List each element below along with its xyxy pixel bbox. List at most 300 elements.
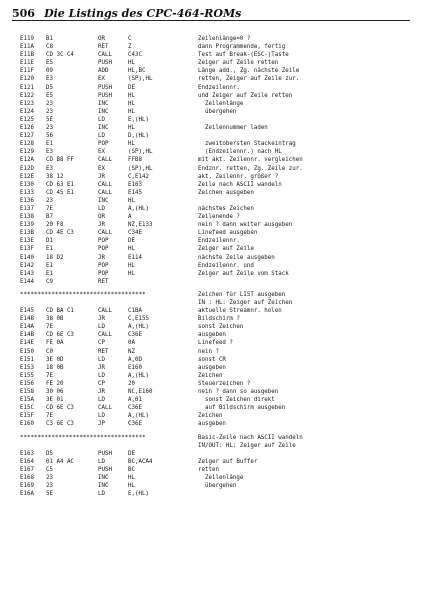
page-title: Die Listings des CPC-464-ROMs xyxy=(44,7,242,20)
comment: nein ? xyxy=(198,348,219,355)
listing-line xyxy=(20,459,412,467)
operand: 0A xyxy=(128,340,135,347)
section-title: Zeichen für LIST ausgeben xyxy=(198,291,286,298)
opcode-bytes: 56 xyxy=(46,133,53,140)
opcode-bytes: E5 xyxy=(46,92,53,99)
address: E156 xyxy=(20,380,34,387)
opcode-bytes: 7E xyxy=(46,324,53,331)
opcode-bytes: D5 xyxy=(46,84,53,91)
comment: Endzeilennr. und xyxy=(198,262,254,269)
section-io-note: IN : HL: Zeiger auf Zeichen xyxy=(198,300,293,306)
comment: mit akt. Zeilennr. vergleichen xyxy=(198,157,303,164)
opcode-bytes: 5E xyxy=(46,116,53,123)
mnemonic: JR xyxy=(98,364,105,371)
listing-line xyxy=(20,182,412,190)
address: E14E xyxy=(20,340,34,347)
address: E121 xyxy=(20,84,34,91)
mnemonic: CP xyxy=(98,340,105,347)
opcode-bytes: 23 xyxy=(46,100,53,107)
address: E153 xyxy=(20,364,34,371)
listing-line xyxy=(20,263,412,271)
address: E136 xyxy=(20,197,34,204)
listing-line xyxy=(20,316,412,324)
mnemonic: CALL xyxy=(98,52,112,59)
mnemonic: LD xyxy=(98,397,105,404)
opcode-bytes: C8 xyxy=(46,44,53,51)
comment: dann Programmende, fertig xyxy=(198,44,286,51)
address: E126 xyxy=(20,125,34,132)
listing-line xyxy=(20,451,412,459)
mnemonic: INC xyxy=(98,108,109,115)
listing-line xyxy=(20,491,412,499)
operand: DE xyxy=(128,450,135,457)
address: E11F xyxy=(20,68,34,75)
listing-line xyxy=(20,101,412,109)
mnemonic: CALL xyxy=(98,405,112,412)
opcode-bytes: D5 xyxy=(46,450,53,457)
listing-line xyxy=(20,230,412,238)
listing-line xyxy=(20,76,412,84)
operand: C,E155 xyxy=(128,316,149,323)
mnemonic: INC xyxy=(98,197,109,204)
opcode-bytes: 18 D2 xyxy=(46,254,64,261)
mnemonic: POP xyxy=(98,246,109,253)
mnemonic: PUSH xyxy=(98,466,112,473)
listing-line xyxy=(20,68,412,76)
mnemonic: INC xyxy=(98,125,109,132)
address: E137 xyxy=(20,205,34,212)
listing-line xyxy=(20,238,412,246)
comment: Zeilenlänge=0 ? xyxy=(198,36,251,42)
address: E167 xyxy=(20,466,34,473)
operand: (SP),HL xyxy=(128,149,153,156)
opcode-bytes: E1 xyxy=(46,246,53,253)
comment: Test auf Break-(ESC-)Taste xyxy=(198,52,289,59)
mnemonic: LD xyxy=(98,116,105,123)
listing-line xyxy=(20,214,412,222)
listing-line xyxy=(20,174,412,182)
address: E123 xyxy=(20,100,34,107)
listing-line xyxy=(20,340,412,348)
operand: DE xyxy=(128,238,135,245)
mnemonic: CP xyxy=(98,380,105,387)
opcode-bytes: 3E 0D xyxy=(46,356,64,363)
comment: aktuelle Streamnr. holen xyxy=(198,308,282,315)
listing-line xyxy=(20,421,412,429)
comment: sonst CR xyxy=(198,356,226,363)
address: E15C xyxy=(20,405,34,412)
opcode-bytes: CD 4E C3 xyxy=(46,230,74,237)
mnemonic: CALL xyxy=(98,157,112,164)
comment: sonst Zeichen direkt xyxy=(198,397,275,404)
listing-line xyxy=(20,349,412,357)
address: E12D xyxy=(20,165,34,172)
opcode-bytes: E3 xyxy=(46,165,53,172)
listing-line xyxy=(20,190,412,198)
mnemonic: CALL xyxy=(98,181,112,188)
opcode-bytes: 20 F8 xyxy=(46,222,64,229)
section-subheader xyxy=(20,300,412,308)
address: E14A xyxy=(20,324,34,331)
operand: C43C xyxy=(128,52,142,59)
mnemonic: LD xyxy=(98,324,105,331)
address: E144 xyxy=(20,278,34,285)
opcode-bytes: E1 xyxy=(46,270,53,277)
mnemonic: EX xyxy=(98,76,105,83)
operand: HL xyxy=(128,92,135,99)
address: E143 xyxy=(20,270,34,277)
opcode-bytes: 23 xyxy=(46,474,53,481)
opcode-bytes: CD 45 E1 xyxy=(46,189,74,196)
comment: Bildschirm ? xyxy=(198,316,240,323)
mnemonic: INC xyxy=(98,474,109,481)
operand: C1BA xyxy=(128,308,142,315)
listing-line xyxy=(20,246,412,254)
mnemonic: POP xyxy=(98,262,109,269)
header-rule xyxy=(12,20,410,21)
address: E14B xyxy=(20,332,34,339)
address: E16A xyxy=(20,491,34,498)
mnemonic: LD xyxy=(98,205,105,212)
listing-line xyxy=(20,271,412,279)
comment: Endzeilennr. xyxy=(198,238,240,245)
listing-line xyxy=(20,365,412,373)
listing-line xyxy=(20,405,412,413)
mnemonic: CALL xyxy=(98,308,112,315)
opcode-bytes: B7 xyxy=(46,214,53,221)
mnemonic: PUSH xyxy=(98,92,112,99)
listing-line xyxy=(20,373,412,381)
mnemonic: CALL xyxy=(98,332,112,339)
address: E145 xyxy=(20,308,34,315)
comment: Zeiger auf Buffer xyxy=(198,458,258,465)
mnemonic: INC xyxy=(98,483,109,490)
listing-line xyxy=(20,157,412,165)
opcode-bytes: CD 6E C3 xyxy=(46,332,74,339)
opcode-bytes: D1 xyxy=(46,238,53,245)
opcode-bytes: CD 3C C4 xyxy=(46,52,74,59)
address: E11A xyxy=(20,44,34,51)
comment: retten xyxy=(198,466,219,473)
listing-line xyxy=(20,198,412,206)
operand: HL xyxy=(128,100,135,107)
operand: C,E142 xyxy=(128,173,149,180)
operand: HL xyxy=(128,262,135,269)
comment: sonst Zeichen xyxy=(198,324,244,331)
listing-line xyxy=(20,357,412,365)
opcode-bytes: C0 xyxy=(46,348,53,355)
listing-line xyxy=(20,52,412,60)
mnemonic: EX xyxy=(98,165,105,172)
listing-line xyxy=(20,413,412,421)
listing-line xyxy=(20,279,412,287)
comment: übergehen xyxy=(198,483,237,490)
mnemonic: RET xyxy=(98,348,109,355)
listing-line xyxy=(20,475,412,483)
opcode-bytes: 09 xyxy=(46,68,53,75)
operand: FFB8 xyxy=(128,157,142,164)
opcode-bytes: FE 20 xyxy=(46,380,64,387)
listing-line xyxy=(20,467,412,475)
opcode-bytes: 23 xyxy=(46,125,53,132)
address: E142 xyxy=(20,262,34,269)
operand: A,(HL) xyxy=(128,324,149,331)
opcode-bytes: CD B8 FF xyxy=(46,157,74,164)
operand: C xyxy=(128,36,132,42)
mnemonic: JR xyxy=(98,316,105,323)
address: E12A xyxy=(20,157,34,164)
mnemonic: JP xyxy=(98,421,105,428)
mnemonic: POP xyxy=(98,238,109,245)
page-number: 506 xyxy=(12,7,35,20)
listing-line xyxy=(20,166,412,174)
opcode-bytes: FE 0A xyxy=(46,340,64,347)
comment: Zeiger auf Zeile retten xyxy=(198,60,279,67)
comment: Zeilenende ? xyxy=(198,214,240,221)
mnemonic: PUSH xyxy=(98,450,112,457)
operand: HL xyxy=(128,141,135,148)
comment: auf Bildschirm ausgeben xyxy=(198,405,286,412)
operand: HL xyxy=(128,125,135,132)
comment: Endznr. retten, Zg. Zeile zur. xyxy=(198,165,303,172)
comment: zweitobersten Stackeintrag xyxy=(198,141,296,148)
address: E13E xyxy=(20,238,34,245)
address: E122 xyxy=(20,92,34,99)
mnemonic: PUSH xyxy=(98,84,112,91)
address: E127 xyxy=(20,133,34,140)
address: E13B xyxy=(20,230,34,237)
section-separator xyxy=(20,292,412,300)
address: E148 xyxy=(20,316,34,323)
operand: DE xyxy=(128,84,135,91)
mnemonic: LD xyxy=(98,372,105,379)
operand: NC,E160 xyxy=(128,389,153,396)
address: E160 xyxy=(20,421,34,428)
listing-line xyxy=(20,397,412,405)
comment: Zeilenlänge xyxy=(198,474,244,481)
operand: A,0D xyxy=(128,356,142,363)
address: E139 xyxy=(20,222,34,229)
mnemonic: LD xyxy=(98,491,105,498)
opcode-bytes: 7E xyxy=(46,372,53,379)
address: E12E xyxy=(20,173,34,180)
opcode-bytes: 30 06 xyxy=(46,389,64,396)
comment: Steuerzeichen ? xyxy=(198,380,251,387)
section-io-note: IN/OUT: HL: Zeiger auf Zeile xyxy=(198,442,296,449)
opcode-bytes: B1 xyxy=(46,36,53,42)
opcode-bytes: C3 6E C3 xyxy=(46,421,74,428)
address: E163 xyxy=(20,450,34,457)
comment: Länge add., Zg. nächste Zeile xyxy=(198,68,300,75)
operand: A xyxy=(128,214,132,221)
listing-line xyxy=(20,93,412,101)
comment: übergehen xyxy=(198,108,237,115)
separator-stars: ************************************ xyxy=(20,291,146,298)
listing-line xyxy=(20,109,412,117)
operand: HL,BC xyxy=(128,68,146,75)
opcode-bytes: E3 xyxy=(46,76,53,83)
address: E128 xyxy=(20,141,34,148)
opcode-bytes: 23 xyxy=(46,108,53,115)
operand: E163 xyxy=(128,181,142,188)
address: E13F xyxy=(20,246,34,253)
operand: E,(HL) xyxy=(128,116,149,123)
mnemonic: POP xyxy=(98,270,109,277)
address: E15A xyxy=(20,397,34,404)
mnemonic: JR xyxy=(98,173,105,180)
opcode-bytes: 7E xyxy=(46,413,53,420)
mnemonic: RET xyxy=(98,44,109,51)
comment: retten, Zeiger auf Zeile zur. xyxy=(198,76,300,83)
address: E125 xyxy=(20,116,34,123)
mnemonic: RET xyxy=(98,278,109,285)
address: E129 xyxy=(20,149,34,156)
operand: HL xyxy=(128,483,135,490)
comment: Zeiger auf Zeile xyxy=(198,246,254,253)
comment: nächste Zeile ausgeben xyxy=(198,254,275,261)
operand: E,(HL) xyxy=(128,491,149,498)
operand: (SP),HL xyxy=(128,165,153,172)
opcode-bytes: 01 A4 AC xyxy=(46,458,74,465)
mnemonic: LD xyxy=(98,413,105,420)
address: E158 xyxy=(20,389,34,396)
listing-line xyxy=(20,332,412,340)
assembly-listing xyxy=(20,36,412,499)
opcode-bytes: 5E xyxy=(46,491,53,498)
separator-stars: ************************************ xyxy=(20,434,146,441)
comment: (Endzeilennr.) nach HL xyxy=(198,149,282,156)
comment: nein ? dann so ausgeben xyxy=(198,389,279,396)
address: E138 xyxy=(20,214,34,221)
address: E168 xyxy=(20,474,34,481)
mnemonic: OR xyxy=(98,214,105,221)
operand: A,01 xyxy=(128,397,142,404)
address: E164 xyxy=(20,458,34,465)
comment: nächstes Zeichen xyxy=(198,205,254,212)
comment: und Zeiger auf Zeile retten xyxy=(198,92,293,99)
mnemonic: OR xyxy=(98,36,105,42)
address: E11E xyxy=(20,60,34,67)
listing-line xyxy=(20,206,412,214)
operand: D,(HL) xyxy=(128,133,149,140)
operand: NZ,E133 xyxy=(128,222,153,229)
listing-line xyxy=(20,141,412,149)
operand: HL xyxy=(128,197,135,204)
operand: A,(HL) xyxy=(128,413,149,420)
address: E140 xyxy=(20,254,34,261)
mnemonic: EX xyxy=(98,149,105,156)
operand: NZ xyxy=(128,348,135,355)
operand: HL xyxy=(128,60,135,67)
address: E11B xyxy=(20,52,34,59)
opcode-bytes: C5 xyxy=(46,466,53,473)
address: E133 xyxy=(20,189,34,196)
listing-line xyxy=(20,60,412,68)
opcode-bytes: C9 xyxy=(46,278,53,285)
comment: nein ? dann weiter ausgeben xyxy=(198,222,293,229)
mnemonic: LD xyxy=(98,356,105,363)
opcode-bytes: E1 xyxy=(46,262,53,269)
address: E124 xyxy=(20,108,34,115)
mnemonic: LD xyxy=(98,133,105,140)
listing-line xyxy=(20,85,412,93)
operand: A,(HL) xyxy=(128,205,149,212)
opcode-bytes: 3E 01 xyxy=(46,397,64,404)
listing-line xyxy=(20,324,412,332)
address: E120 xyxy=(20,76,34,83)
listing-line xyxy=(20,389,412,397)
address: E15F xyxy=(20,413,34,420)
section-subheader xyxy=(20,443,412,451)
opcode-bytes: 38 0B xyxy=(46,316,64,323)
operand: 20 xyxy=(128,380,135,387)
operand: HL xyxy=(128,270,135,277)
mnemonic: JR xyxy=(98,254,105,261)
comment: Zeilennummer laden xyxy=(198,125,268,132)
mnemonic: JR xyxy=(98,222,105,229)
opcode-bytes: E5 xyxy=(46,60,53,67)
operand: A,(HL) xyxy=(128,372,149,379)
operand: Z xyxy=(128,44,132,51)
mnemonic: PUSH xyxy=(98,60,112,67)
mnemonic: ADD xyxy=(98,68,109,75)
opcode-bytes: CD 63 E1 xyxy=(46,181,74,188)
operand: (SP),HL xyxy=(128,76,153,83)
operand: BC,ACA4 xyxy=(128,458,153,465)
operand: BC xyxy=(128,466,135,473)
listing-line xyxy=(20,222,412,230)
listing-line xyxy=(20,381,412,389)
opcode-bytes: 23 xyxy=(46,483,53,490)
listing-line xyxy=(20,149,412,157)
comment: Zeichen ausgeben xyxy=(198,189,254,196)
operand: C34E xyxy=(128,230,142,237)
mnemonic: CALL xyxy=(98,189,112,196)
comment: Zeile nach ASCII wandeln xyxy=(198,181,282,188)
comment: ausgeben xyxy=(198,332,226,339)
comment: Linefeed ausgeben xyxy=(198,230,258,237)
listing-line xyxy=(20,125,412,133)
section-title: Basic-Zeile nach ASCII wandeln xyxy=(198,434,303,441)
mnemonic: INC xyxy=(98,100,109,107)
comment: Zeiger auf Zeile vom Stack xyxy=(198,270,289,277)
address: E130 xyxy=(20,181,34,188)
address: E150 xyxy=(20,348,34,355)
address: E119 xyxy=(20,36,34,42)
listing-line xyxy=(20,483,412,491)
mnemonic: JR xyxy=(98,389,105,396)
address: E151 xyxy=(20,356,34,363)
address: E169 xyxy=(20,483,34,490)
comment: ausgeben xyxy=(198,364,226,371)
mnemonic: CALL xyxy=(98,230,112,237)
opcode-bytes: E3 xyxy=(46,149,53,156)
opcode-bytes: CD BA C1 xyxy=(46,308,74,315)
address: E155 xyxy=(20,372,34,379)
operand: E160 xyxy=(128,364,142,371)
comment: Zeichen xyxy=(198,372,223,379)
comment: Zeilenlänge xyxy=(198,100,244,107)
operand: HL xyxy=(128,474,135,481)
comment: Linefeed ? xyxy=(198,340,233,347)
opcode-bytes: 23 xyxy=(46,197,53,204)
opcode-bytes: E1 xyxy=(46,141,53,148)
listing-line xyxy=(20,133,412,141)
opcode-bytes: 38 12 xyxy=(46,173,64,180)
listing-line xyxy=(20,36,412,44)
listing-line xyxy=(20,44,412,52)
operand: C36E xyxy=(128,332,142,339)
